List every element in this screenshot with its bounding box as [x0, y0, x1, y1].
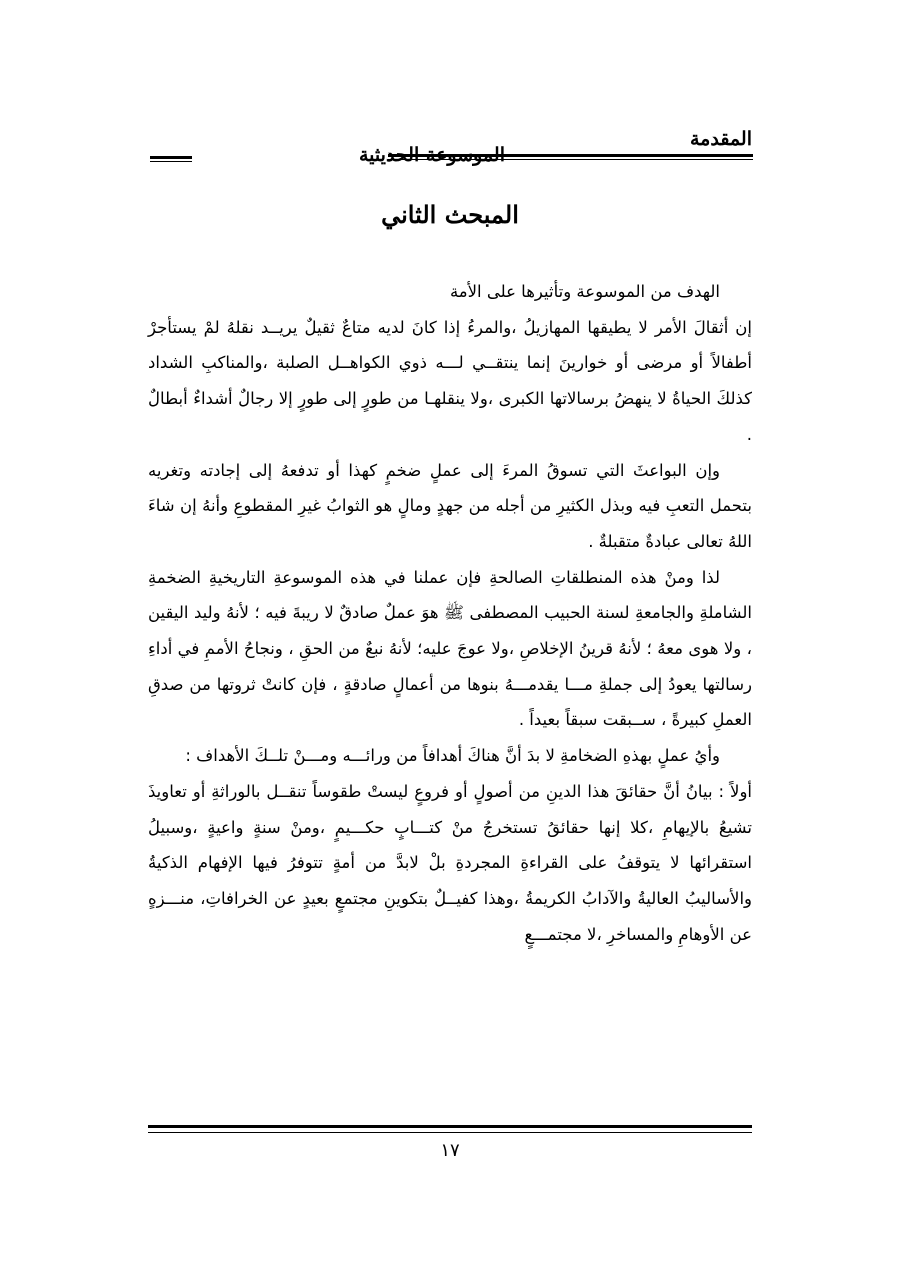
paragraph-subtitle: الهدف من الموسوعة وتأثيرها على الأمة	[449, 282, 720, 301]
page-number: ١٧	[440, 1140, 460, 1161]
header-rule-short	[150, 156, 192, 162]
paragraph: إن أثقالَ الأمر لا يطيقها المهازيلُ ،والمرءُ إذا كانَ لديه متاعٌ ثقيلٌ يريــد نقلهُ لمْ يستأجرْ أطفالاً أو مرضى أو خوارينَ إنما ينتقــي لـــه ذوي الكواهــل الصلبة ،والمناكبِ الشداد كذلكَ الحياةُ لا ينهضُ برسالاتها الكبرى ،ولا ينقلهـا من طورٍ إلى طورٍ إلا رجالٌ أشداءٌ أبطالٌ .	[148, 317, 752, 444]
paragraph: لذا ومنْ هذه المنطلقاتِ الصالحةِ فإن عملنا في هذه الموسوعةِ التاريخيةِ الضخمةِ الشاملةِ والجامعةِ لسنة الحبيب المصطفى ﷺ هوَ عملٌ صادقٌ لا ريبةَ فيه ؛ لأنهُ وليد اليقين ، ولا هوى معهُ ؛ لأنهُ قرينُ الإخلاصِ ،ولا عوجَ عليه؛ لأنهُ نبعٌ من الحقِ ، ونجاحُ الأممِ في أداءِ رسالتها يعودُ إلى جملةِ مـــا يقدمـــهُ بنوها من أعمالٍ صادقةٍ ، فإن كانتْ ثروتها من صدقِ العملِ كبيرةً ، ســبقت سبقاً بعيداً .	[148, 567, 752, 730]
paragraph: وإن البواعثَ التي تسوقُ المرءَ إلى عملٍ ضخمٍ كهذا أو تدفعهُ إلى إجادته وتغريه بتحمل التعبِ فيه وبذل الكثيرِ من أجله من جهدٍ ومالٍ هو الثوابُ غيرِ المقطوعِ وأنهُ إن شاءَ اللهُ تعالى عبادةٌ متقبلةٌ .	[148, 460, 752, 551]
paragraph: وأيُ عملٍ بهذهِ الضخامةِ لا بدَ أنَّ هناكَ أهدافاً من ورائـــه ومـــنْ تلــكَ الأهداف :	[185, 746, 720, 766]
paragraph: أولاً : بيانُ أنَّ حقائقَ هذا الدينِ من أصولٍ أو فروعٍ ليستْ طقوساً تنقــل بالوراثةِ أو تعاويذَ تشيعُ بالإيهامِ ،كلا إنها حقائقُ تستخرجُ منْ كتـــابٍ حكـــيمٍ ،ومنْ سنةٍ واعيةٍ ،وسبيلُ استقرائها لا يتوقفُ على القراءةِ المجردةِ بلْ لابدَّ من أمةٍ تتوفرُ فيها الإفهام الذكيةُ والأساليبُ العاليةُ والآدابُ الكريمةُ ،وهذا كفيــلٌ بتكوينِ مجتمعٍ بعيدٍ عن الخرافاتِ، منـــزهٍ عن الأوهامِ والمساخرِ ،لا مجتمـــعٍ	[148, 781, 752, 944]
footer-rule	[148, 1125, 752, 1133]
body-text	[148, 274, 752, 952]
book-title: الموسوعة الحديثية	[359, 144, 505, 166]
section-label: المقدمة	[689, 128, 752, 150]
section-title: المبحث الثاني	[381, 200, 519, 229]
